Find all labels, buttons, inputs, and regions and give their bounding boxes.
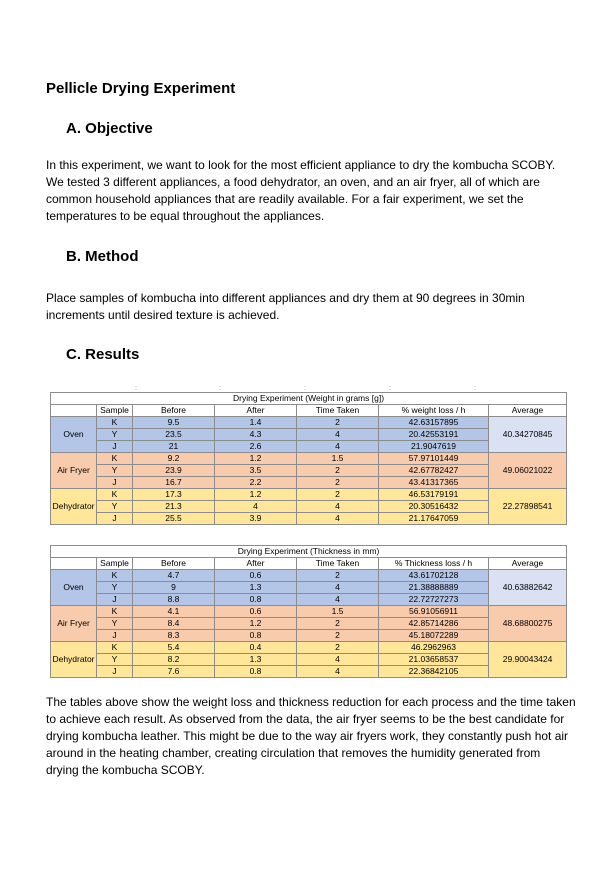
table-cell: 9.5	[133, 417, 215, 429]
heading-method: B. Method	[66, 248, 139, 265]
table-cell: 4.1	[133, 606, 215, 618]
table-cell: J	[97, 630, 133, 642]
table-cell: 1.5	[297, 606, 379, 618]
column-header: Sample	[97, 405, 133, 417]
table-cell: 21.9047619	[379, 441, 489, 453]
table-cell: 42.63157895	[379, 417, 489, 429]
table-row	[51, 570, 567, 582]
appliance-label: Dehydrator	[51, 489, 97, 525]
table-cell: 22.72727273	[379, 594, 489, 606]
table-cell: 22.36842105	[379, 666, 489, 678]
table-cell: 20.30516432	[379, 501, 489, 513]
average-cell: 48.68800275	[489, 606, 567, 642]
table-cell: K	[97, 453, 133, 465]
table-cell: Y	[97, 582, 133, 594]
appliance-label: Air Fryer	[51, 453, 97, 489]
table-cell: Y	[97, 429, 133, 441]
appliance-label: Oven	[51, 570, 97, 606]
table-row	[51, 606, 567, 618]
table-cell: J	[97, 477, 133, 489]
column-header: Average	[489, 558, 567, 570]
table-cell: 1.4	[215, 417, 297, 429]
table-cell: 42.67782427	[379, 465, 489, 477]
table-cell: J	[97, 666, 133, 678]
table-cell: 2	[297, 477, 379, 489]
table-cell: Y	[97, 654, 133, 666]
table-cell: J	[97, 594, 133, 606]
table-cell: 4	[297, 441, 379, 453]
table-cell: 21.03658537	[379, 654, 489, 666]
table-cell: 4	[297, 666, 379, 678]
table-cell: 4.7	[133, 570, 215, 582]
column-header: Time Taken	[297, 405, 379, 417]
table-cell: 2.6	[215, 441, 297, 453]
column-header: After	[215, 558, 297, 570]
table-cell: 1.5	[297, 453, 379, 465]
table-cell: 20.42553191	[379, 429, 489, 441]
thickness-table	[50, 545, 567, 678]
table-caption: Drying Experiment (Weight in grams [g])	[51, 393, 567, 405]
table-cell: 43.41317365	[379, 477, 489, 489]
table-cell: 23.5	[133, 429, 215, 441]
header-blank-cell	[51, 405, 97, 417]
results-text: The tables above show the weight loss and thickness reduction for each process and the time taken to achieve each result. As observed from the data, the air fryer seems to be the best candidate for drying kombucha leather. This might be due to the way air fryers work, they constantly push hot air around in the heating chamber, creating circulation that removes the humidity generated from drying the kombucha SCOBY.	[46, 695, 576, 777]
table-cell: 9	[133, 582, 215, 594]
table-caption: Drying Experiment (Thickness in mm)	[51, 546, 567, 558]
table-cell: 56.91056911	[379, 606, 489, 618]
table-cell: 9.2	[133, 453, 215, 465]
column-header: Before	[133, 405, 215, 417]
table-cell: 0.6	[215, 570, 297, 582]
table-cell: 4.3	[215, 429, 297, 441]
table-cell: 5.4	[133, 642, 215, 654]
column-header: % weight loss / h	[379, 405, 489, 417]
table-cell: Y	[97, 501, 133, 513]
table-cell: 21.38888889	[379, 582, 489, 594]
method-text: Place samples of kombucha into different appliances and dry them at 90 degrees in 30min increments until desired texture is achieved.	[46, 291, 525, 322]
table-cell: 4	[215, 501, 297, 513]
column-header: % Thickness loss / h	[379, 558, 489, 570]
table-cell: 45.18072289	[379, 630, 489, 642]
table-cell: 8.8	[133, 594, 215, 606]
table-cell: 21.17647059	[379, 513, 489, 525]
table-cell: 17.3	[133, 489, 215, 501]
column-header: Sample	[97, 558, 133, 570]
table-cell: 2	[297, 570, 379, 582]
table-cell: 8.2	[133, 654, 215, 666]
table-cell: 1.3	[215, 582, 297, 594]
table-cell: 2	[297, 489, 379, 501]
column-header: Before	[133, 558, 215, 570]
table-cell: Y	[97, 618, 133, 630]
table-cell: K	[97, 642, 133, 654]
table-cell: 4	[297, 654, 379, 666]
table-cell: 0.4	[215, 642, 297, 654]
table-cell: 8.4	[133, 618, 215, 630]
heading-results: C. Results	[66, 346, 140, 363]
average-cell: 29.90043424	[489, 642, 567, 678]
table-cell: 42.85714286	[379, 618, 489, 630]
table-cell: 2	[297, 618, 379, 630]
table-cell: K	[97, 606, 133, 618]
table-cell: 1.2	[215, 453, 297, 465]
table-cell: J	[97, 441, 133, 453]
table-row	[51, 642, 567, 654]
table-row	[51, 417, 567, 429]
table-row	[51, 489, 567, 501]
weight-table	[50, 392, 567, 525]
table-cell: K	[97, 417, 133, 429]
column-header: Time Taken	[297, 558, 379, 570]
table-cell: 57.97101449	[379, 453, 489, 465]
table-cell: Y	[97, 465, 133, 477]
table-cell: 0.8	[215, 594, 297, 606]
table-cell: 1.2	[215, 618, 297, 630]
table-cell: 2.2	[215, 477, 297, 489]
table-cell: 46.2962963	[379, 642, 489, 654]
document-title: Pellicle Drying Experiment	[46, 80, 236, 97]
appliance-label: Air Fryer	[51, 606, 97, 642]
table-cell: 2	[297, 630, 379, 642]
table-cell: 43.61702128	[379, 570, 489, 582]
table-row	[51, 453, 567, 465]
heading-objective: A. Objective	[66, 120, 153, 137]
table-cell: 4	[297, 582, 379, 594]
table-cell: J	[97, 513, 133, 525]
table-cell: 1.2	[215, 489, 297, 501]
table-cell: 16.7	[133, 477, 215, 489]
objective-text: In this experiment, we want to look for the most efficient appliance to dry the kombucha SCOBY. We tested 3 different appliances, a food dehydrator, an oven, and an air fryer, all of which are common household appliances that are readily available. For a fair experiment, we set the temperatures to be equal throughout the appliances.	[46, 158, 556, 223]
column-header: Average	[489, 405, 567, 417]
header-blank-cell	[51, 558, 97, 570]
average-cell: 22.27898541	[489, 489, 567, 525]
average-cell: 40.63882642	[489, 570, 567, 606]
table-cell: 4	[297, 429, 379, 441]
table-cell: 46.53179191	[379, 489, 489, 501]
table-cell: K	[97, 570, 133, 582]
table-cell: K	[97, 489, 133, 501]
table-cell: 8.3	[133, 630, 215, 642]
table-cell: 7.6	[133, 666, 215, 678]
appliance-label: Dehydrator	[51, 642, 97, 678]
table-cell: 4	[297, 501, 379, 513]
table-cell: 2	[297, 417, 379, 429]
appliance-label: Oven	[51, 417, 97, 453]
table-cell: 21	[133, 441, 215, 453]
table-cell: 3.5	[215, 465, 297, 477]
table-cell: 21.3	[133, 501, 215, 513]
table-cell: 0.8	[215, 630, 297, 642]
table-cell: 1.3	[215, 654, 297, 666]
table-cell: 0.8	[215, 666, 297, 678]
column-header: After	[215, 405, 297, 417]
table-cell: 4	[297, 594, 379, 606]
table-cell: 0.6	[215, 606, 297, 618]
average-cell: 40.34270845	[489, 417, 567, 453]
table-cell: 3.9	[215, 513, 297, 525]
table-cell: 2	[297, 465, 379, 477]
average-cell: 49.06021022	[489, 453, 567, 489]
table-cell: 2	[297, 642, 379, 654]
table-cell: 25.5	[133, 513, 215, 525]
table-cell: 23.9	[133, 465, 215, 477]
table-cell: 4	[297, 513, 379, 525]
